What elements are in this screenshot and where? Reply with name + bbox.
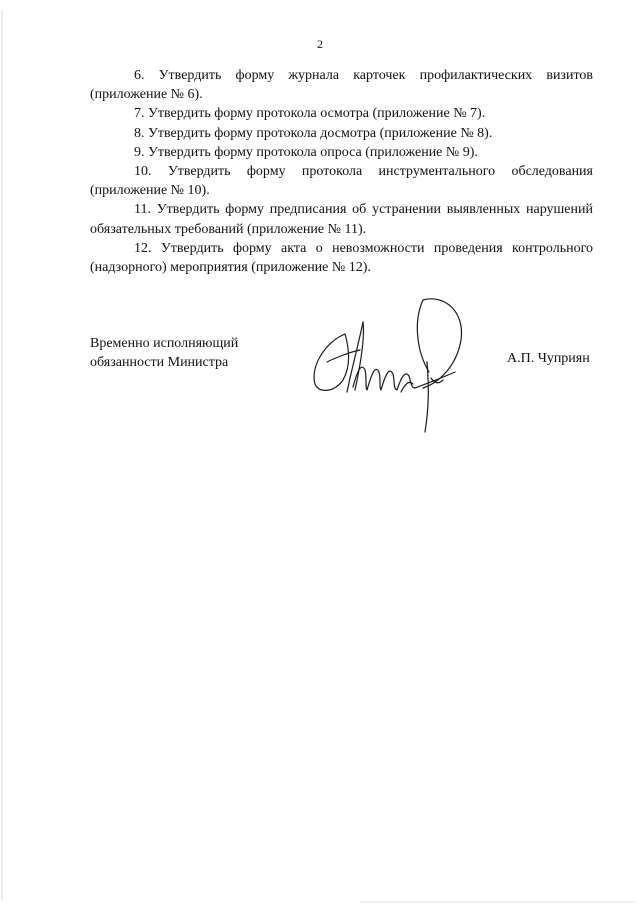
- order-item-11: 11. Утвердить форму предписания об устранении выявленных нарушений обязательных требований (приложение № 11).: [90, 202, 593, 237]
- order-item-12: 12. Утвердить форму акта о невозможности проведения контрольного (надзорного) мероприятия (приложение № 12).: [90, 240, 593, 276]
- order-item-6: 6. Утвердить форму журнала карточек профилактических визитов (приложение № 6).: [90, 68, 593, 103]
- signatory-title: [90, 334, 238, 372]
- order-item-10: 10. Утвердить форму протокола инструментального обследования (приложение № 10).: [90, 164, 593, 199]
- order-item-7: 7. Утвердить форму протокола осмотра (приложение № 7).: [134, 106, 486, 122]
- signatory-title-line-2: обязанности Министра: [90, 355, 229, 370]
- page-number: 2: [317, 37, 323, 51]
- signatory-name: А.П. Чуприян: [507, 351, 590, 366]
- order-item-8: 8. Утвердить форму протокола досмотра (приложение № 8).: [134, 125, 493, 141]
- order-items: [90, 66, 593, 277]
- handwritten-signature: [305, 292, 475, 437]
- order-item-9: 9. Утвердить форму протокола опроса (приложение № 9).: [134, 144, 478, 160]
- signatory-title-line-1: Временно исполняющий: [90, 336, 239, 351]
